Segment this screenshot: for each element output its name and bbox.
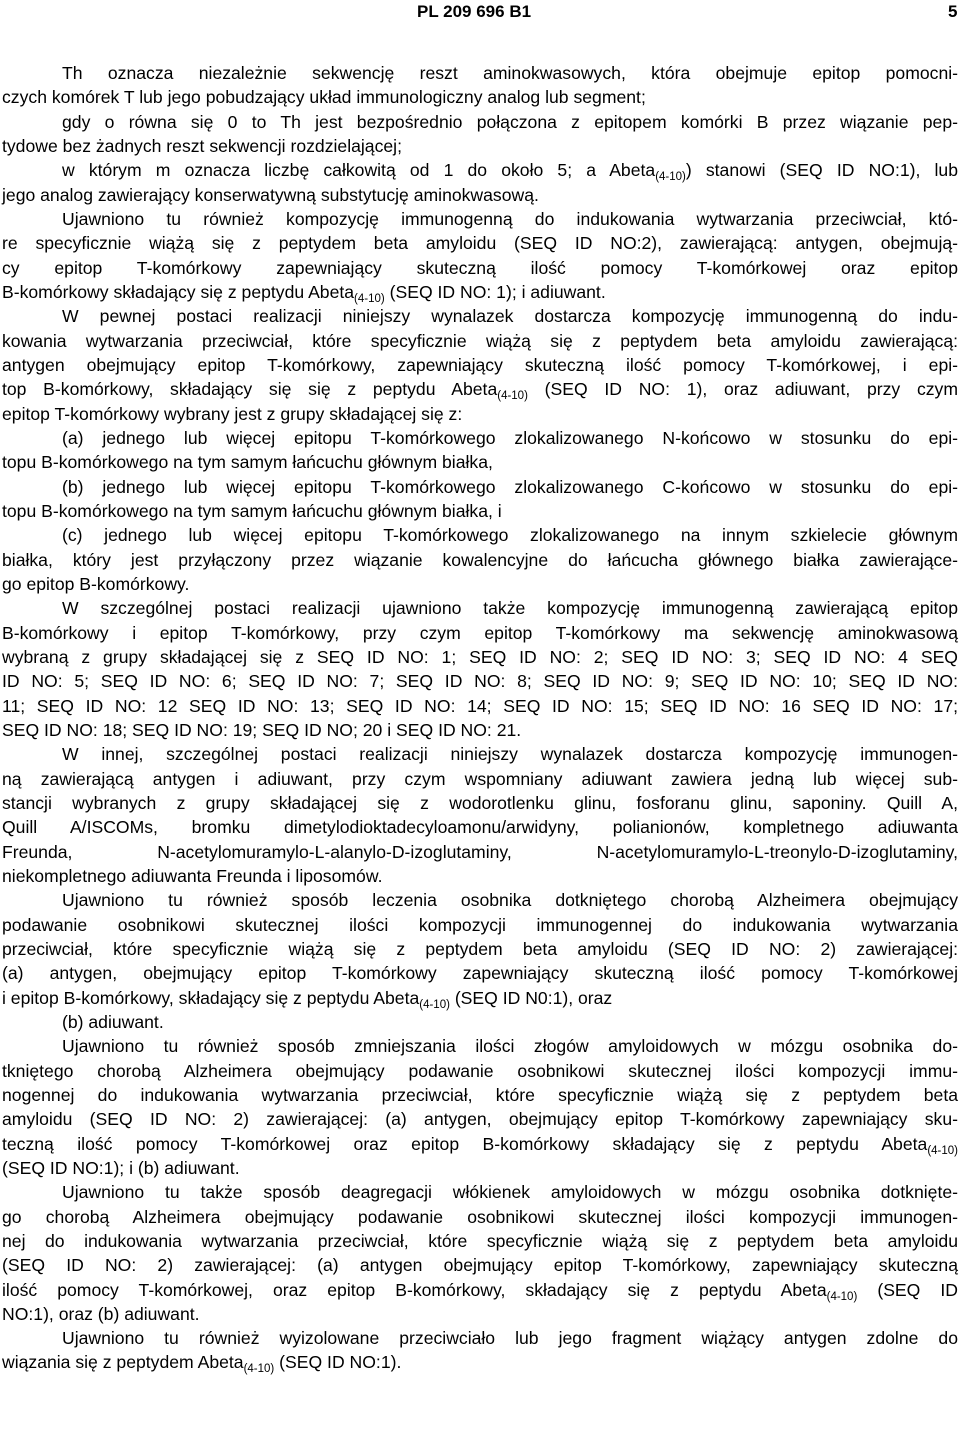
line-text: B-komórkowy składający się z peptydu Abeta	[2, 281, 355, 302]
text-line	[2, 1084, 958, 1108]
line-text: nej do indukowania wytwarzania przeciwciał, które specyficznie wiążą się z peptydem beta amyloidu	[2, 1230, 958, 1251]
page-number: 5	[948, 2, 958, 21]
line-text: czych komórek T lub jego pobudzający układ immunologiczny analog lub segment;	[2, 87, 646, 108]
text-line	[2, 1254, 958, 1278]
subscript: (4-10)	[826, 1290, 858, 1303]
text-line	[62, 476, 958, 500]
text-line	[2, 281, 606, 305]
line-text: niekompletnego adiuwanta Freunda i liposomów.	[2, 865, 383, 886]
text-line	[62, 889, 958, 913]
line-text: 11; SEQ ID NO: 12 SEQ ID NO: 13; SEQ ID NO: 14; SEQ ID NO: 15; SEQ ID NO: 16 SEQ ID NO: 17;	[2, 695, 958, 716]
page-header	[0, 0, 960, 30]
text-line	[2, 719, 521, 743]
line-text: re specyficznie wiążą się z peptydem beta amyloidu (SEQ ID NO:2), zawierającą: antygen, obejmują-	[2, 233, 958, 254]
line-text: antygen obejmujący epitop T-komórkowy, zapewniający skuteczną ilość pomocy T-komórkowej, i epi-	[2, 354, 958, 375]
text-line	[2, 670, 958, 694]
text-line	[62, 305, 958, 329]
line-text: kowania wytwarzania przeciwciał, które specyficznie wiążą się z peptydem beta amyloidu zawierającą:	[2, 330, 958, 351]
text-line	[62, 1035, 958, 1059]
text-line	[2, 1279, 958, 1303]
text-line	[62, 111, 958, 135]
subscript: (4-10)	[419, 998, 450, 1011]
text-line	[2, 1206, 958, 1230]
text-line	[2, 841, 958, 865]
text-line	[2, 1133, 958, 1157]
line-text: podawanie osobnikowi skutecznej ilości kompozycji immunogennej do indukowania wytwarzania	[2, 914, 958, 935]
line-text: i epitop B-komórkowy, składający się z peptydu Abeta	[2, 987, 420, 1008]
line-text: (b) jednego lub więcej epitopu T-komórkowego zlokalizowanego C-końcowo w stosunku do epi-	[62, 476, 958, 497]
text-line	[2, 184, 539, 208]
line-text: wiązania się z peptydem Abeta	[2, 1352, 244, 1373]
line-text-continued: ) stanowi (SEQ ID NO:1), lub	[685, 160, 958, 181]
line-text: Freunda, N-acetylomuramylo-L-alanylo-D-izoglutaminy, N-acetylomuramylo-L-treonylo-D-izoglutaminy,	[2, 841, 958, 862]
line-text-continued: (SEQ ID NO: 1); i adiuwant.	[384, 281, 606, 302]
text-line	[62, 524, 958, 548]
line-text: topu B-komórkowego na tym samym łańcuchu głównym białka,	[2, 452, 493, 473]
line-text: W innej, szczególnej postaci realizacji niniejszy wynalazek dostarcza kompozycję immunogen-	[62, 744, 958, 765]
text-line	[2, 938, 958, 962]
line-text: W szczególnej postaci realizacji ujawniono także kompozycję immunogenną zawierającą epitop	[62, 598, 958, 619]
text-line	[62, 1181, 958, 1205]
text-line	[2, 1230, 958, 1254]
text-line	[2, 622, 958, 646]
text-line	[62, 1011, 164, 1035]
line-text: wybraną z grupy składającej się z SEQ ID NO: 1; SEQ ID NO: 2; SEQ ID NO: 3; SEQ ID NO: 4 SEQ	[2, 646, 958, 667]
text-line	[2, 987, 612, 1011]
line-text: (c) jednego lub więcej epitopu T-komórkowego zlokalizowanego na innym szkielecie głównym	[62, 525, 958, 546]
text-line	[62, 427, 958, 451]
text-line	[2, 354, 958, 378]
line-text: ID NO: 5; SEQ ID NO: 6; SEQ ID NO: 7; SEQ ID NO: 8; SEQ ID NO: 9; SEQ ID NO: 10; SEQ ID NO:	[2, 671, 958, 692]
line-text: Ujawniono tu również kompozycję immunogenną do indukowania wytwarzania przeciwciał, któ-	[62, 208, 958, 229]
line-text: ilość pomocy T-komórkowej, oraz epitop B-komórkowy, składający się z peptydu Abeta	[2, 1279, 827, 1300]
text-line	[2, 646, 958, 670]
line-text: (a) jednego lub więcej epitopu T-komórkowego zlokalizowanego N-końcowo w stosunku do epi-	[62, 427, 958, 448]
line-text: go chorobą Alzheimera obejmujący podawanie osobnikowi skutecznej ilości kompozycji immunogen-	[2, 1206, 958, 1227]
subscript: (4-10)	[927, 1144, 958, 1157]
text-line	[62, 597, 958, 621]
line-text: B-komórkowy i epitop T-komórkowy, przy czym epitop T-komórkowy ma sekwencję aminokwasową	[2, 622, 958, 643]
line-text: amyloidu (SEQ ID NO: 2) zawierającej: (a) antygen, obejmujący epitop T-komórkowy zapewniający sku-	[2, 1109, 958, 1130]
line-text: nogennej do indukowania wytwarzania przeciwciał, które specyficznie wiążą się z peptydem beta	[2, 1084, 958, 1105]
text-line	[2, 257, 958, 281]
text-line	[2, 1303, 200, 1327]
line-text: topu B-komórkowego na tym samym łańcuchu głównym białka, i	[2, 500, 502, 521]
text-line	[2, 403, 462, 427]
text-line	[2, 135, 402, 159]
line-text: (SEQ ID NO: 2) zawierającej: (a) antygen obejmujący epitop T-komórkowy, zapewniający skuteczną	[2, 1255, 958, 1276]
line-text: stancji wybranych z grupy składającej się z wodorotlenku glinu, fosforanu glinu, saponiny. Quill A,	[2, 792, 958, 813]
text-line	[2, 816, 958, 840]
line-text: top B-komórkowy, składający się się z peptydu Abeta	[2, 379, 498, 400]
text-line	[2, 232, 958, 256]
line-text: w którym m oznacza liczbę całkowitą od 1 do około 5; a Abeta	[62, 160, 656, 181]
text-line	[2, 378, 958, 402]
text-line	[2, 500, 502, 524]
line-text-continued: (SEQ ID NO: 1), oraz adiuwant, przy czym	[527, 379, 958, 400]
line-text: (SEQ ID NO:1); i (b) adiuwant.	[2, 1157, 240, 1178]
text-line	[2, 1157, 240, 1181]
text-line	[2, 549, 958, 573]
line-text-continued: (SEQ ID	[857, 1279, 958, 1300]
line-text-continued: (SEQ ID N0:1), oraz	[449, 987, 613, 1008]
text-line	[2, 1351, 401, 1375]
text-line	[2, 573, 189, 597]
text-line	[62, 208, 958, 232]
line-text: go epitop B-komórkowy.	[2, 573, 190, 594]
text-line	[2, 865, 382, 889]
line-text: tydowe bez żadnych reszt sekwencji rozdzielającej;	[2, 135, 402, 156]
text-line	[2, 695, 958, 719]
text-line	[62, 159, 958, 183]
line-text: Ujawniono tu także sposób deagregacji włókienek amyloidowych w mózgu osobnika dotknięte-	[62, 1182, 958, 1203]
line-text: przeciwciał, które specyficznie wiążą się z peptydem beta amyloidu (SEQ ID NO: 2) zawierającej:	[2, 938, 958, 959]
line-text: (a) antygen, obejmujący epitop T-komórkowy zapewniający skuteczną ilość pomocy T-komórkowej	[2, 963, 958, 984]
line-text: Ujawniono tu również sposób leczenia osobnika dotkniętego chorobą Alzheimera obejmujący	[62, 890, 958, 911]
line-text: SEQ ID NO: 18; SEQ ID NO: 19; SEQ ID NO; 20 i SEQ ID NO: 21.	[2, 719, 522, 740]
patent-number: PL 209 696 B1	[417, 2, 532, 21]
text-line	[2, 768, 958, 792]
line-text-continued: (SEQ ID NO:1).	[274, 1352, 402, 1373]
line-text: gdy o równa się 0 to Th jest bezpośrednio połączona z epitopem komórki B przez wiązanie pep-	[62, 111, 958, 132]
line-text: białka, który jest przyłączony przez wiązanie kowalencyjne do łańcucha głównego białka zawierające-	[2, 549, 958, 570]
text-line	[2, 792, 958, 816]
line-text: NO:1), oraz (b) adiuwant.	[2, 1303, 200, 1324]
text-line	[2, 962, 958, 986]
text-line	[2, 86, 646, 110]
subscript: (4-10)	[497, 390, 528, 403]
line-text: tkniętego chorobą Alzheimera obejmujący podawanie osobnikowi skutecznej ilości kompozycji immu-	[2, 1060, 958, 1081]
line-text: Ujawniono tu również sposób zmniejszania ilości złogów amyloidowych w mózgu osobnika do-	[62, 1036, 958, 1057]
line-text: Quill A/ISCOMs, bromku dimetylodioktadecyloamonu/arwidyny, polianionów, kompletnego adiuwanta	[2, 817, 958, 838]
line-text: cy epitop T-komórkowy zapewniający skuteczną ilość pomocy T-komórkowej oraz epitop	[2, 257, 958, 278]
subscript: (4-10)	[354, 292, 385, 305]
text-line	[2, 451, 493, 475]
subscript: (4-10)	[243, 1363, 275, 1376]
line-text: W pewnej postaci realizacji niniejszy wynalazek dostarcza kompozycję immunogenną do indu-	[62, 306, 958, 327]
line-text: Ujawniono tu również wyizolowane przeciwciało lub jego fragment wiążący antygen zdolne do	[62, 1328, 958, 1349]
line-text: ną zawierającą antygen i adiuwant, przy czym wspomniany adiuwant zawiera jedną lub więcej sub-	[2, 768, 958, 789]
text-line	[2, 1108, 958, 1132]
text-line	[62, 743, 958, 767]
text-line	[2, 914, 958, 938]
text-line	[62, 1327, 958, 1351]
subscript: (4-10)	[655, 171, 686, 184]
text-line	[2, 1060, 958, 1084]
text-line	[62, 62, 958, 86]
line-text: (b) adiuwant.	[62, 1011, 164, 1032]
line-text: Th oznacza niezależnie sekwencję reszt aminokwasowych, która obejmuje epitop pomocni-	[62, 63, 958, 83]
line-text: epitop T-komórkowy wybrany jest z grupy składającej się z:	[2, 403, 463, 424]
line-text: teczną ilość pomocy T-komórkowej oraz epitop B-komórkowy składający się z peptydu Abeta	[2, 1133, 928, 1154]
text-line	[2, 330, 958, 354]
line-text: jego analog zawierający konserwatywną substytucję aminokwasową.	[2, 184, 539, 205]
